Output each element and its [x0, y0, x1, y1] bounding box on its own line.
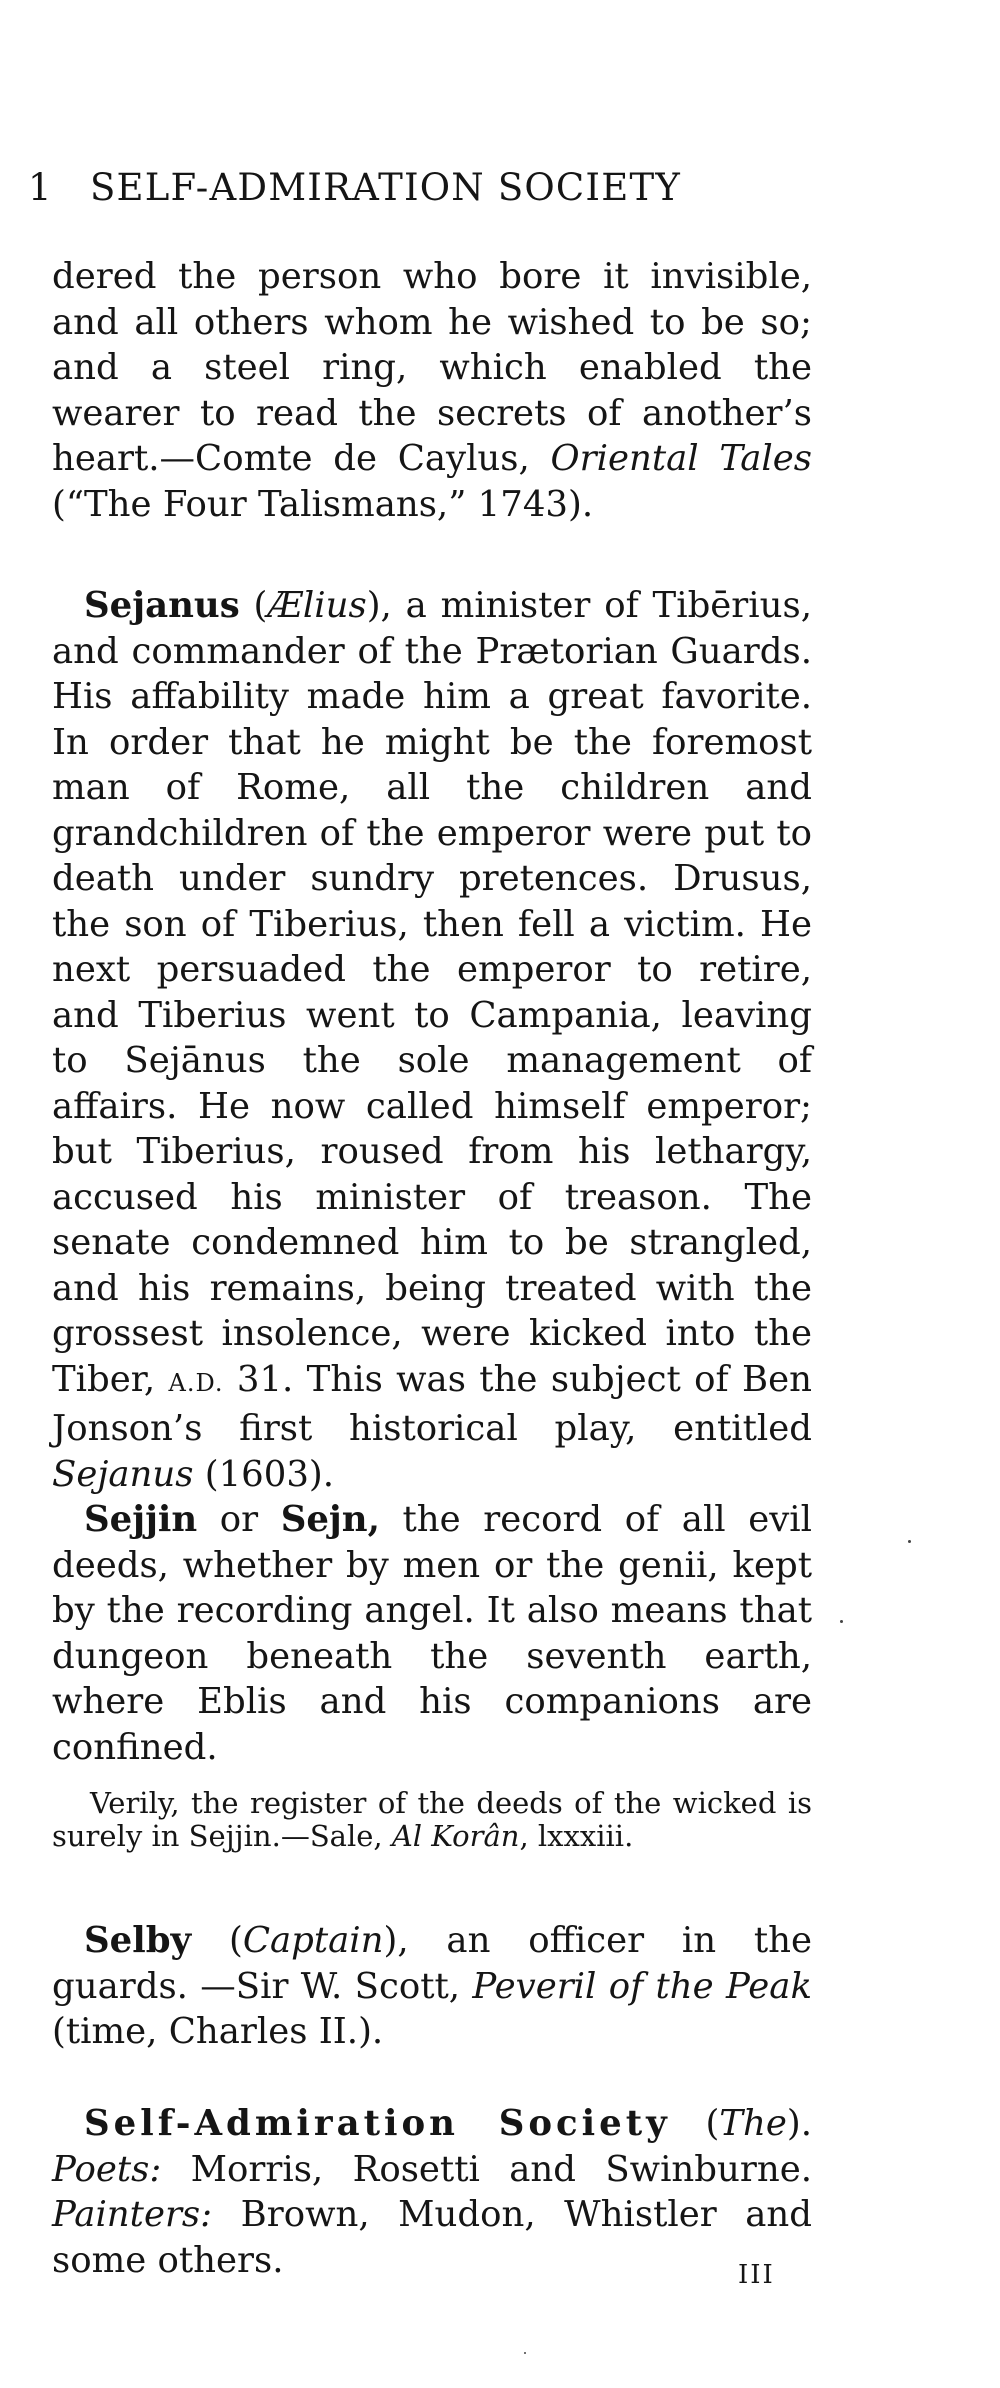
running-header: [28, 166, 788, 209]
paren-close: ).: [786, 2103, 812, 2144]
entry-self-admiration-society: [52, 2101, 812, 2283]
headword-selby: Selby: [84, 1920, 192, 1961]
quote-text-b: , lxxxiii.: [519, 1819, 634, 1853]
headword-sejn: Sejn,: [280, 1499, 380, 1540]
folio-signature: III: [738, 2260, 775, 2290]
sejjin-text: the record of all evil deeds, whether by men or the genii, kept by the recording angel. It also means that dungeon beneath the seventh earth, where Eblis and his companions are confined.: [52, 1499, 812, 1768]
painters-label: Painters:: [52, 2194, 213, 2235]
poets-label: Poets:: [52, 2148, 162, 2190]
sejjin-quotation: [52, 1787, 812, 1853]
qualifier-aelius: Ælius: [267, 585, 367, 626]
play-title: Sejanus: [52, 1453, 194, 1495]
print-speck: [840, 1620, 843, 1623]
print-speck: [908, 1540, 911, 1543]
running-title: SELF-ADMIRATION SOCIETY: [90, 166, 681, 209]
selby-text-a: ), an officer in the guards. —Sir W. Scott,: [52, 1920, 812, 2007]
painters-text: Brown, Mudon, Whistler and some others.: [52, 2194, 812, 2281]
qualifier-captain: Captain: [242, 1920, 384, 1961]
continuation-text-a: dered the person who bore it invisible, and all others whom he wished to be so; and a steel ring, which enabled the wearer to read the secrets of another’s heart.—Comte de Caylus,: [52, 256, 812, 479]
headword-self-admiration-society: Self-Admiration Society: [84, 2103, 671, 2144]
entry-continuation: [52, 254, 812, 527]
continuation-text-b: (“The Four Talismans,” 1743).: [52, 483, 594, 525]
entry-selby: [52, 1918, 812, 2055]
headword-sejanus: Sejanus: [84, 585, 240, 626]
print-speck: [524, 2352, 526, 2354]
era-abbreviation: A.D.: [168, 1368, 224, 1397]
continuation-source-title: Oriental Tales: [550, 438, 812, 479]
headword-sejjin: Sejjin: [84, 1499, 198, 1540]
selby-source-title: Peveril of the Peak: [472, 1965, 812, 2007]
connector-or: or: [197, 1499, 281, 1540]
paren-open: (: [191, 1920, 243, 1961]
paren-open: (: [670, 2103, 720, 2144]
paren-open: (: [239, 585, 268, 626]
sejanus-text-a: ), a minister of Tibērius, and commander of the Prætorian Guards. His affability made him a great favorite. In order that he might be the foremost man of Rome, all the children and grandchildren of the emperor were put to death under sundry pretences. Drusus, the son of Tiberius, then fell a victim. He next persuaded the emperor to retire, and Tiberius went to Campania, leaving to Sejānus the sole management of affairs. He now called himself emperor; but Tiberius, roused from his lethargy, accused his minister of treason. The senate condemned him to be strangled, and his remains, being treated with the grossest insolence, were kicked into the Tiber,: [52, 585, 812, 1400]
qualifier-the: The: [719, 2103, 787, 2144]
sejanus-text-c: (1603).: [193, 1453, 335, 1495]
entry-sejjin: [52, 1497, 812, 1853]
selby-text-b: (time, Charles II.).: [52, 2011, 384, 2052]
page-number: 1: [28, 166, 53, 209]
quote-source: Al Korân: [391, 1819, 520, 1853]
poets-text: Morris, Rosetti and Swinburne.: [161, 2148, 812, 2190]
entry-sejanus: [52, 583, 812, 1497]
sejanus-text-b: 31. This was the subject of Ben Jonson’s first historical play, entitled: [52, 1358, 812, 1449]
quote-text-a: Verily, the register of the deeds of the wicked is surely in Sejjin.—Sale,: [52, 1786, 812, 1853]
